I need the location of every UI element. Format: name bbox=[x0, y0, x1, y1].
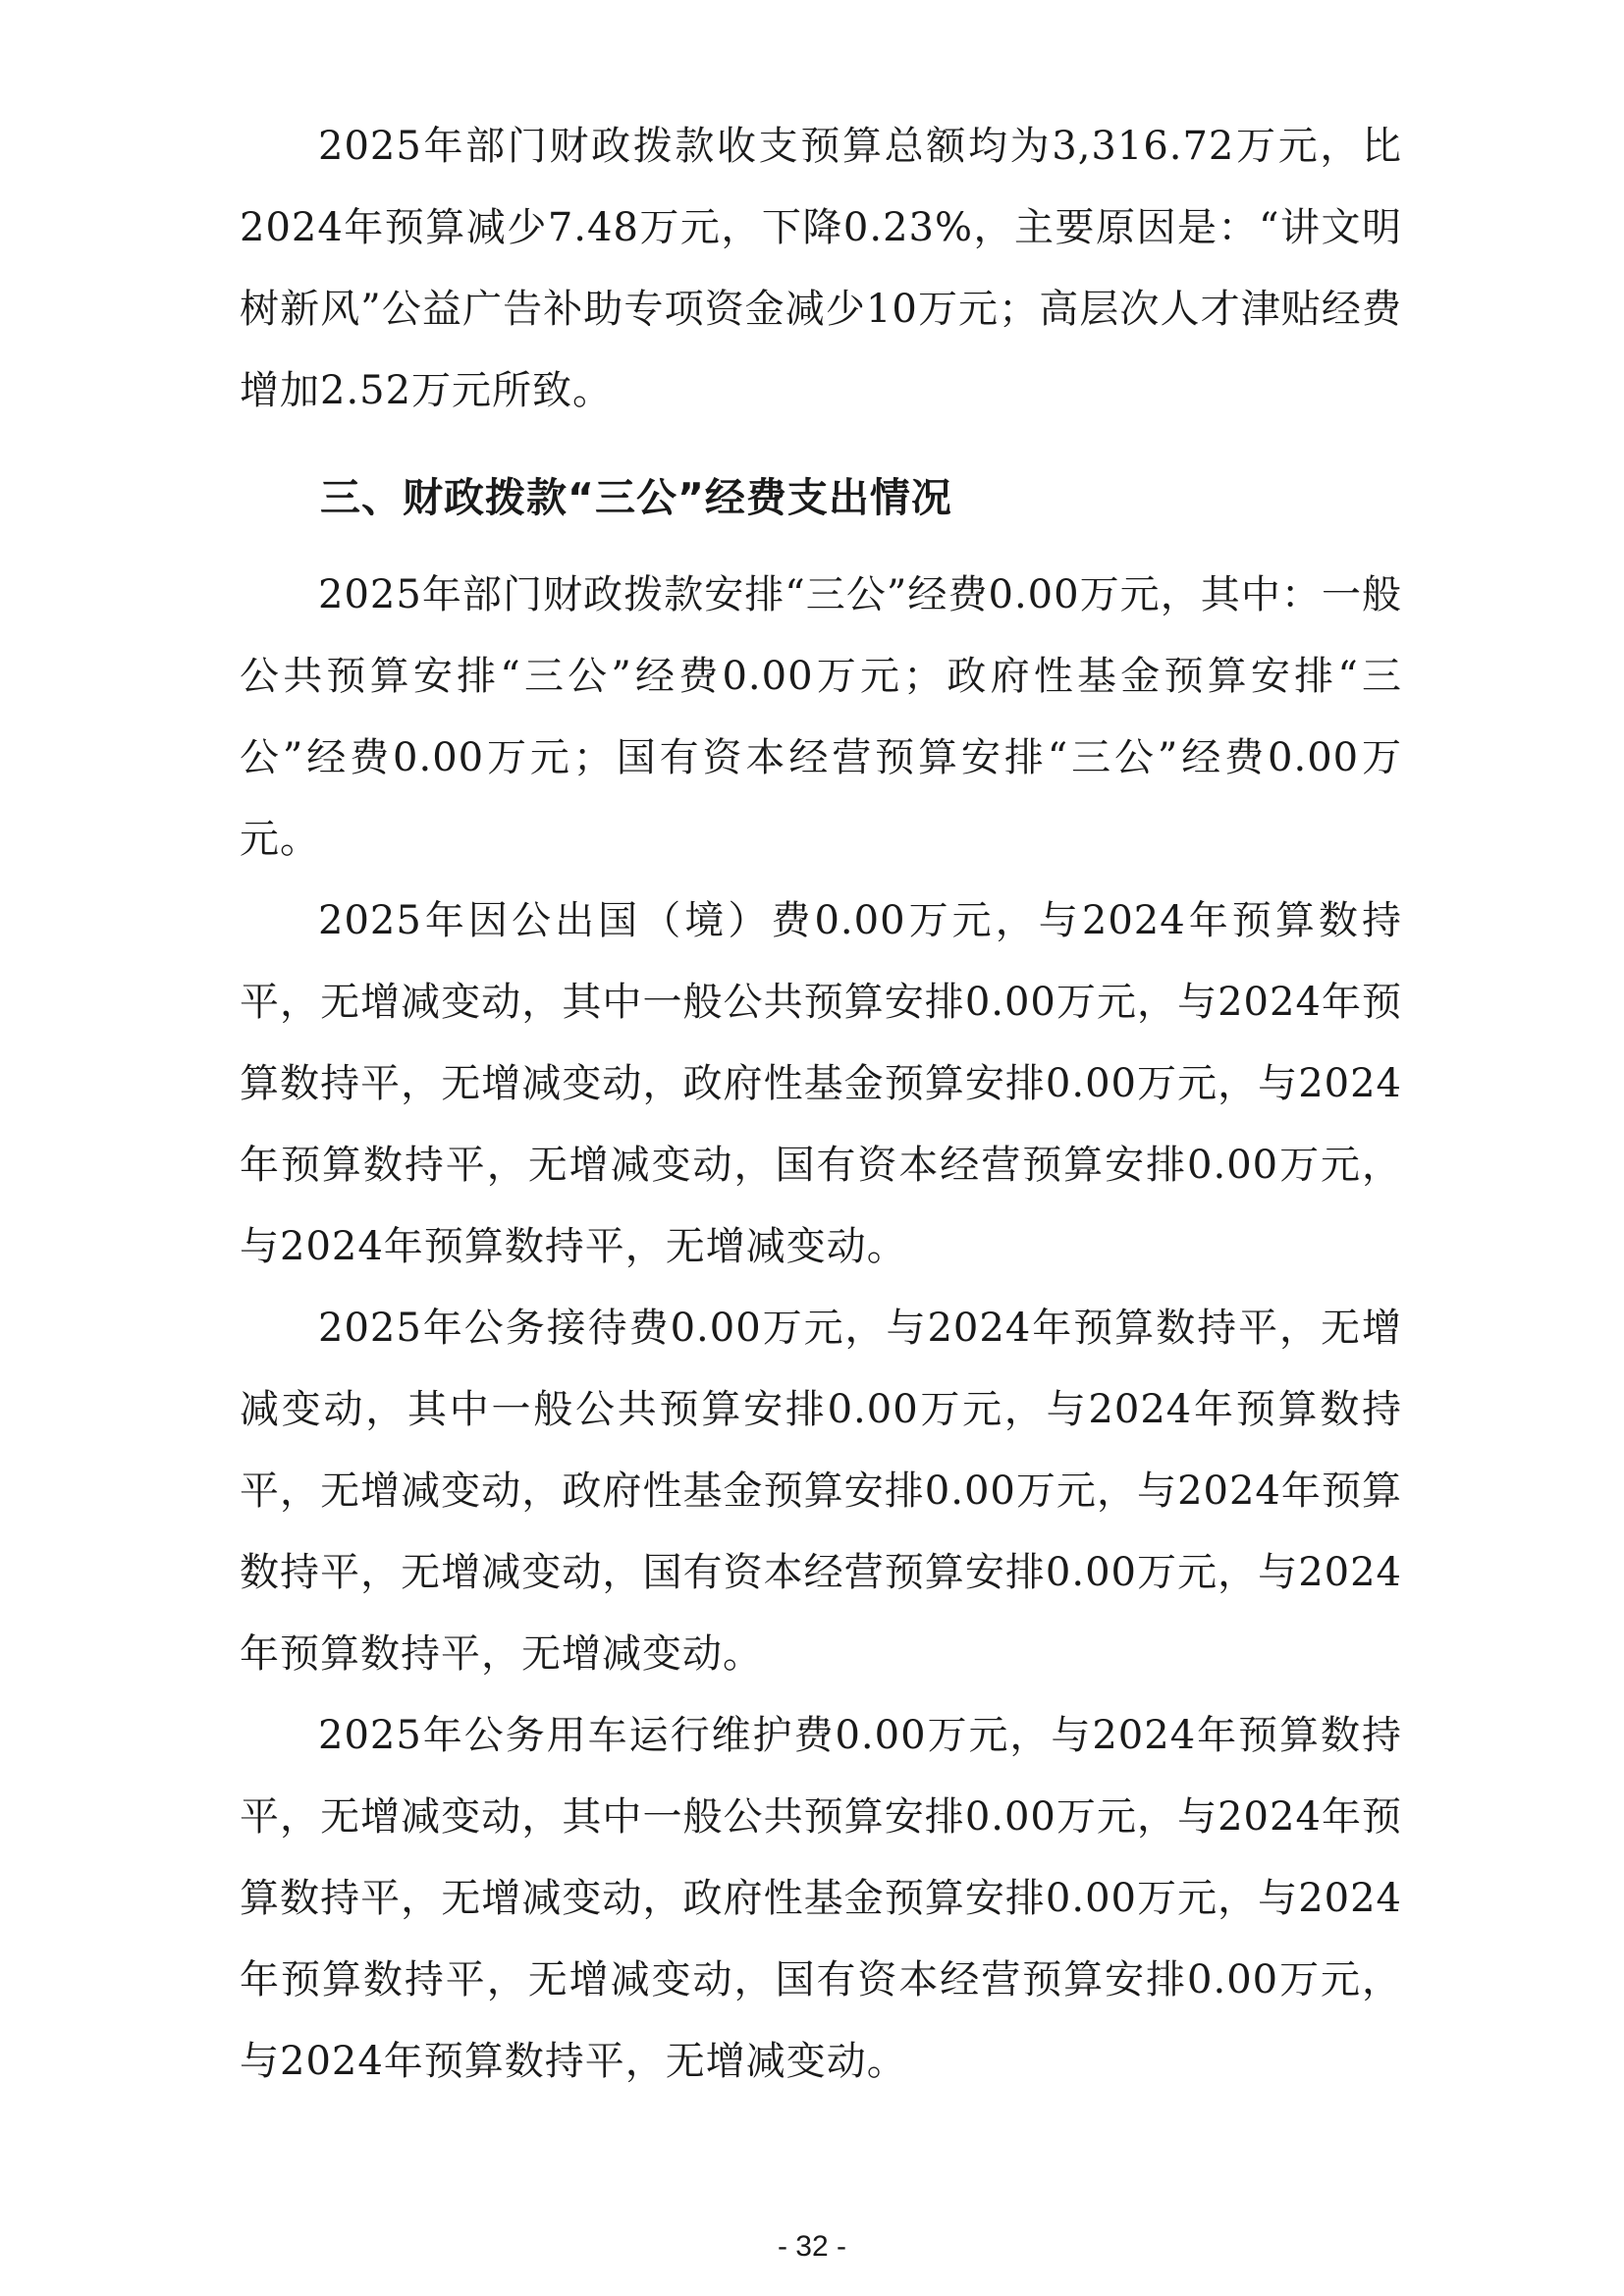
page-number: - 32 - bbox=[777, 2230, 847, 2263]
paragraph-overseas-travel: 2025年因公出国（境）费0.00万元，与2024年预算数持平，无增减变动，其中一般公共预算安排0.00万元，与2024年预算数持平，无增减变动，政府性基金预算安排0.00万元，与2024年预算数持平，无增减变动，国有资本经营预算安排0.00万元，与2024年预算数持平，无增减变动。 bbox=[240, 898, 1402, 1269]
paragraph-official-reception: 2025年公务接待费0.00万元，与2024年预算数持平，无增减变动，其中一般公共预算安排0.00万元，与2024年预算数持平，无增减变动，政府性基金预算安排0.00万元，与2024年预算数持平，无增减变动，国有资本经营预算安排0.00万元，与2024年预算数持平，无增减变动。 bbox=[240, 1306, 1402, 1677]
section-heading-three-public-expenses: 三、财政拨款“三公”经费支出情况 bbox=[320, 474, 952, 521]
paragraph-budget-total: 2025年部门财政拨款收支预算总额均为3,316.72万元，比2024年预算减少7.48万元，下降0.23%，主要原因是：“讲文明树新风”公益广告补助专项资金减少10万元；高层次人才津贴经费增加2.52万元所致。 bbox=[240, 124, 1402, 413]
paragraph-official-vehicles: 2025年公务用车运行维护费0.00万元，与2024年预算数持平，无增减变动，其中一般公共预算安排0.00万元，与2024年预算数持平，无增减变动，政府性基金预算安排0.00万元，与2024年预算数持平，无增减变动，国有资本经营预算安排0.00万元，与2024年预算数持平，无增减变动。 bbox=[240, 1713, 1402, 2084]
document-body bbox=[240, 106, 1402, 2103]
paragraph-three-public-overview: 2025年部门财政拨款安排“三公”经费0.00万元，其中：一般公共预算安排“三公”经费0.00万元；政府性基金预算安排“三公”经费0.00万元；国有资本经营预算安排“三公”经费0.00万元。 bbox=[240, 572, 1402, 862]
